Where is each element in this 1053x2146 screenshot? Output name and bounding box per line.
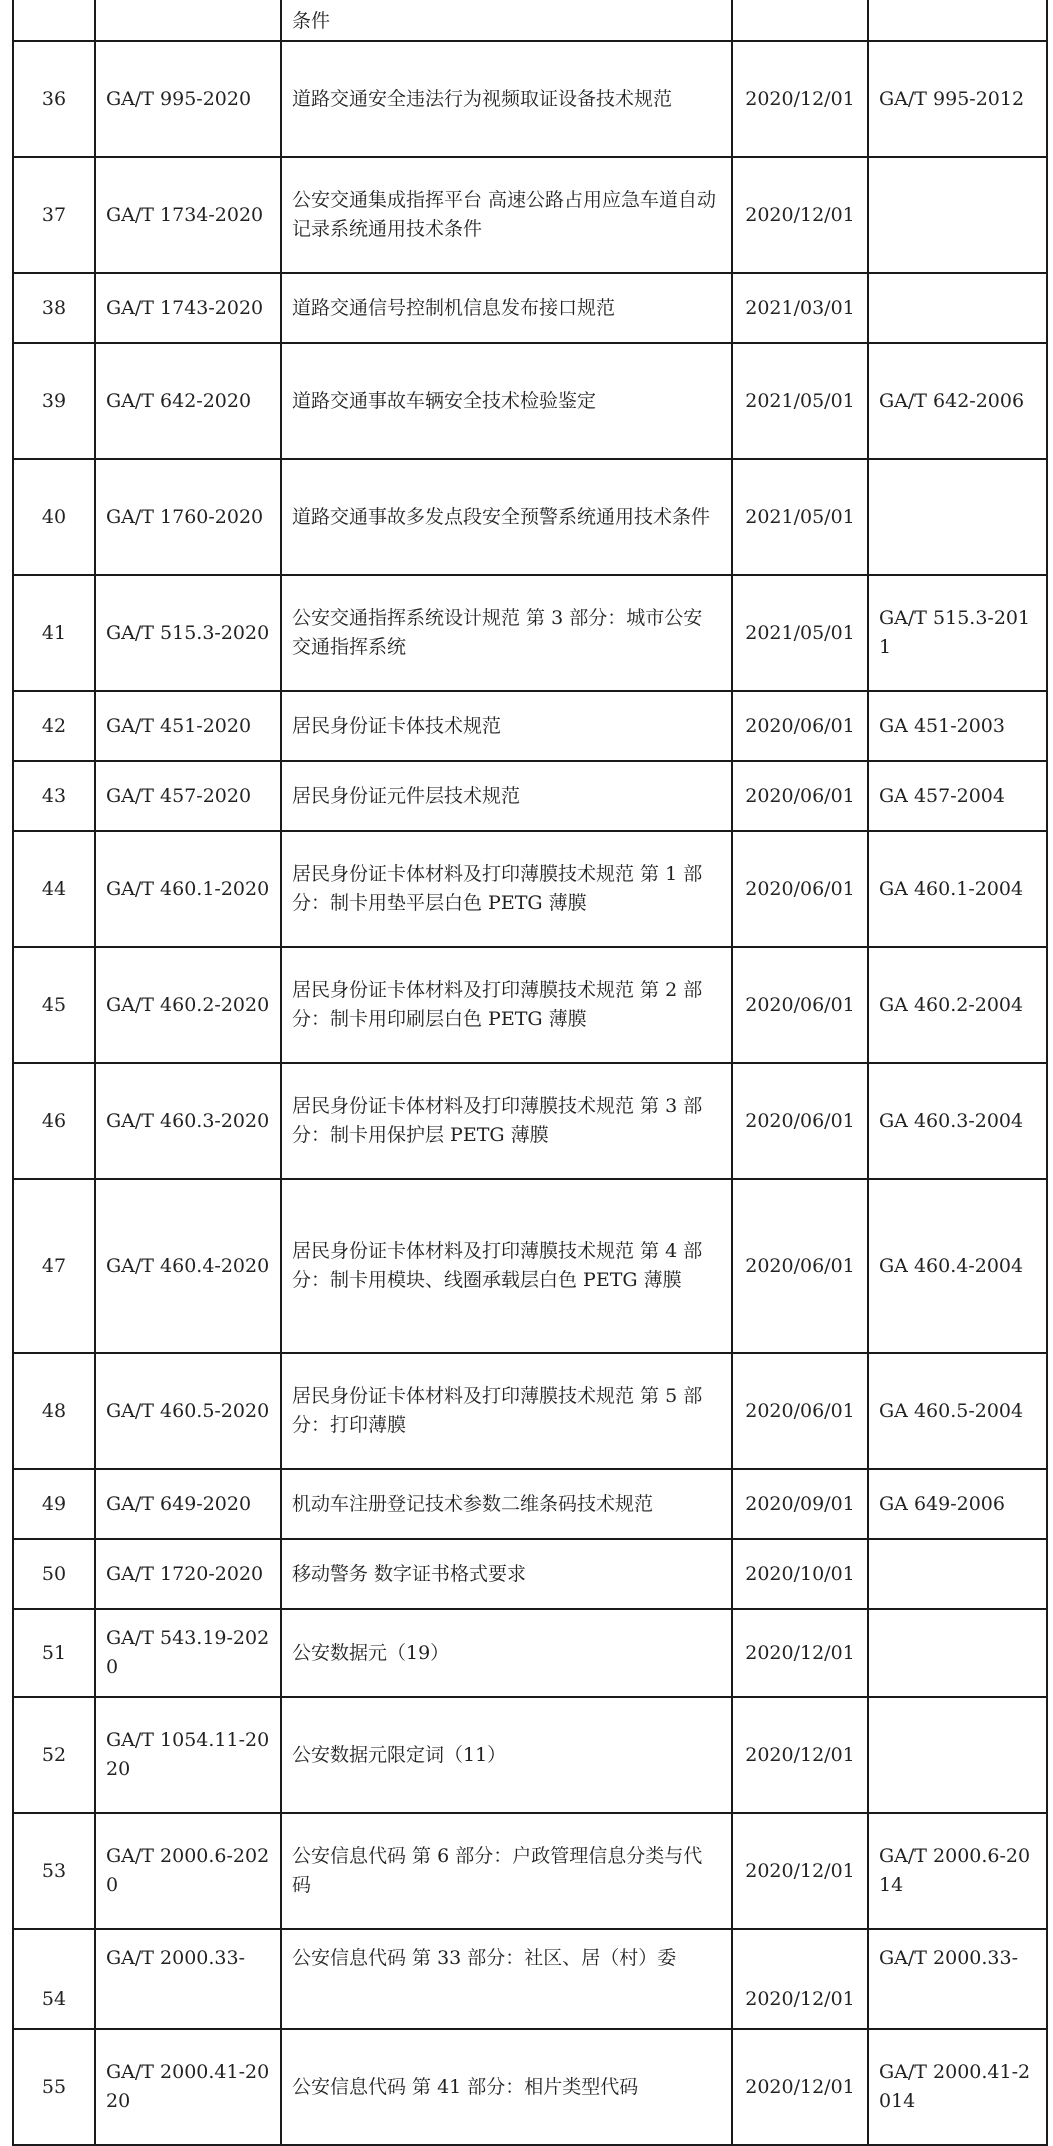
standard-title: 道路交通信号控制机信息发布接口规范	[281, 273, 732, 343]
row-number: 51	[13, 1609, 95, 1697]
row-number: 44	[13, 831, 95, 947]
replaced-standard: GA/T 2000.6-2014	[868, 1813, 1047, 1929]
table-row	[13, 947, 1047, 1063]
row-number: 55	[13, 2029, 95, 2145]
row-number: 39	[13, 343, 95, 459]
replaced-standard: GA 457-2004	[868, 761, 1047, 831]
standard-title: 条件	[281, 0, 732, 41]
standard-title: 公安数据元（19）	[281, 1609, 732, 1697]
table-row	[13, 2029, 1047, 2145]
table-row	[13, 1539, 1047, 1609]
replaced-standard	[868, 1539, 1047, 1609]
replaced-standard: GA 460.2-2004	[868, 947, 1047, 1063]
replaced-standard: GA/T 995-2012	[868, 41, 1047, 157]
standard-title: 公安信息代码 第 6 部分：户政管理信息分类与代码	[281, 1813, 732, 1929]
replaced-standard	[868, 1697, 1047, 1813]
standard-title: 机动车注册登记技术参数二维条码技术规范	[281, 1469, 732, 1539]
effective-date: 2020/06/01	[732, 691, 868, 761]
standard-title: 居民身份证卡体技术规范	[281, 691, 732, 761]
effective-date: 2020/06/01	[732, 1063, 868, 1179]
row-number: 54	[13, 1929, 95, 2029]
table-row	[13, 1353, 1047, 1469]
effective-date: 2020/12/01	[732, 1929, 868, 2029]
replaced-standard: GA 451-2003	[868, 691, 1047, 761]
standard-title: 公安数据元限定词（11）	[281, 1697, 732, 1813]
standard-code: GA/T 457-2020	[95, 761, 281, 831]
standard-title: 居民身份证卡体材料及打印薄膜技术规范 第 2 部分：制卡用印刷层白色 PETG 薄膜	[281, 947, 732, 1063]
row-number: 48	[13, 1353, 95, 1469]
replaced-standard: GA/T 515.3-2011	[868, 575, 1047, 691]
standard-code: GA/T 460.5-2020	[95, 1353, 281, 1469]
row-number: 49	[13, 1469, 95, 1539]
effective-date: 2020/06/01	[732, 831, 868, 947]
standard-code: GA/T 642-2020	[95, 343, 281, 459]
row-number: 50	[13, 1539, 95, 1609]
standard-code: GA/T 460.2-2020	[95, 947, 281, 1063]
standard-title: 道路交通事故车辆安全技术检验鉴定	[281, 343, 732, 459]
effective-date: 2020/06/01	[732, 1179, 868, 1353]
standard-code: GA/T 460.4-2020	[95, 1179, 281, 1353]
row-number: 42	[13, 691, 95, 761]
row-number: 41	[13, 575, 95, 691]
replaced-standard: GA/T 2000.33-	[868, 1929, 1047, 2029]
replaced-standard: GA/T 642-2006	[868, 343, 1047, 459]
effective-date: 2020/09/01	[732, 1469, 868, 1539]
standard-code: GA/T 1743-2020	[95, 273, 281, 343]
standard-code: GA/T 460.1-2020	[95, 831, 281, 947]
replaced-standard: GA 460.4-2004	[868, 1179, 1047, 1353]
table-row	[13, 273, 1047, 343]
table-row	[13, 1179, 1047, 1353]
row-number: 38	[13, 273, 95, 343]
effective-date: 2021/05/01	[732, 575, 868, 691]
replaced-standard: GA 460.1-2004	[868, 831, 1047, 947]
effective-date	[732, 0, 868, 41]
replaced-standard	[868, 157, 1047, 273]
replaced-standard	[868, 0, 1047, 41]
standard-code: GA/T 451-2020	[95, 691, 281, 761]
row-number: 37	[13, 157, 95, 273]
standard-title: 居民身份证卡体材料及打印薄膜技术规范 第 5 部分：打印薄膜	[281, 1353, 732, 1469]
row-number: 53	[13, 1813, 95, 1929]
standard-code: GA/T 1760-2020	[95, 459, 281, 575]
replaced-standard	[868, 1609, 1047, 1697]
standard-title: 移动警务 数字证书格式要求	[281, 1539, 732, 1609]
replaced-standard	[868, 273, 1047, 343]
standard-code: GA/T 2000.6-2020	[95, 1813, 281, 1929]
standard-title: 公安交通指挥系统设计规范 第 3 部分：城市公安交通指挥系统	[281, 575, 732, 691]
standard-title: 道路交通安全违法行为视频取证设备技术规范	[281, 41, 732, 157]
effective-date: 2021/05/01	[732, 459, 868, 575]
standard-title: 公安信息代码 第 33 部分：社区、居（村）委	[281, 1929, 732, 2029]
table-row	[13, 575, 1047, 691]
row-number	[13, 0, 95, 41]
table-row	[13, 0, 1047, 41]
effective-date: 2020/12/01	[732, 1609, 868, 1697]
standard-title: 公安交通集成指挥平台 高速公路占用应急车道自动记录系统通用技术条件	[281, 157, 732, 273]
table-row	[13, 1697, 1047, 1813]
standard-code: GA/T 1720-2020	[95, 1539, 281, 1609]
row-number: 40	[13, 459, 95, 575]
standard-title: 道路交通事故多发点段安全预警系统通用技术条件	[281, 459, 732, 575]
row-number: 45	[13, 947, 95, 1063]
effective-date: 2021/03/01	[732, 273, 868, 343]
effective-date: 2020/12/01	[732, 1697, 868, 1813]
effective-date: 2020/12/01	[732, 1813, 868, 1929]
table-row	[13, 1469, 1047, 1539]
standard-title: 居民身份证卡体材料及打印薄膜技术规范 第 1 部分：制卡用垫平层白色 PETG 薄膜	[281, 831, 732, 947]
standard-code: GA/T 1734-2020	[95, 157, 281, 273]
effective-date: 2020/12/01	[732, 2029, 868, 2145]
table-row	[13, 1813, 1047, 1929]
table-row	[13, 343, 1047, 459]
replaced-standard: GA/T 2000.41-2014	[868, 2029, 1047, 2145]
row-number: 52	[13, 1697, 95, 1813]
standard-code: GA/T 995-2020	[95, 41, 281, 157]
table-row	[13, 157, 1047, 273]
document-page	[12, 0, 1046, 2146]
row-number: 43	[13, 761, 95, 831]
table-row	[13, 691, 1047, 761]
standard-code: GA/T 2000.41-2020	[95, 2029, 281, 2145]
standards-table	[12, 0, 1048, 2146]
replaced-standard	[868, 459, 1047, 575]
replaced-standard: GA 460.3-2004	[868, 1063, 1047, 1179]
effective-date: 2020/06/01	[732, 947, 868, 1063]
row-number: 36	[13, 41, 95, 157]
table-row	[13, 761, 1047, 831]
table-row	[13, 459, 1047, 575]
row-number: 47	[13, 1179, 95, 1353]
effective-date: 2020/10/01	[732, 1539, 868, 1609]
table-row	[13, 831, 1047, 947]
standard-title: 居民身份证元件层技术规范	[281, 761, 732, 831]
table-row	[13, 1609, 1047, 1697]
replaced-standard: GA 649-2006	[868, 1469, 1047, 1539]
effective-date: 2020/12/01	[732, 41, 868, 157]
standard-code: GA/T 515.3-2020	[95, 575, 281, 691]
standard-code: GA/T 649-2020	[95, 1469, 281, 1539]
table-row	[13, 41, 1047, 157]
effective-date: 2020/12/01	[732, 157, 868, 273]
standard-title: 公安信息代码 第 41 部分：相片类型代码	[281, 2029, 732, 2145]
table-row	[13, 1063, 1047, 1179]
standard-code: GA/T 543.19-2020	[95, 1609, 281, 1697]
standard-title: 居民身份证卡体材料及打印薄膜技术规范 第 3 部分：制卡用保护层 PETG 薄膜	[281, 1063, 732, 1179]
replaced-standard: GA 460.5-2004	[868, 1353, 1047, 1469]
standard-code: GA/T 460.3-2020	[95, 1063, 281, 1179]
row-number: 46	[13, 1063, 95, 1179]
effective-date: 2020/06/01	[732, 1353, 868, 1469]
standard-title: 居民身份证卡体材料及打印薄膜技术规范 第 4 部分：制卡用模块、线圈承载层白色 PETG 薄膜	[281, 1179, 732, 1353]
standard-code	[95, 0, 281, 41]
standard-code: GA/T 1054.11-2020	[95, 1697, 281, 1813]
table-row	[13, 1929, 1047, 2029]
effective-date: 2021/05/01	[732, 343, 868, 459]
effective-date: 2020/06/01	[732, 761, 868, 831]
standard-code: GA/T 2000.33-	[95, 1929, 281, 2029]
